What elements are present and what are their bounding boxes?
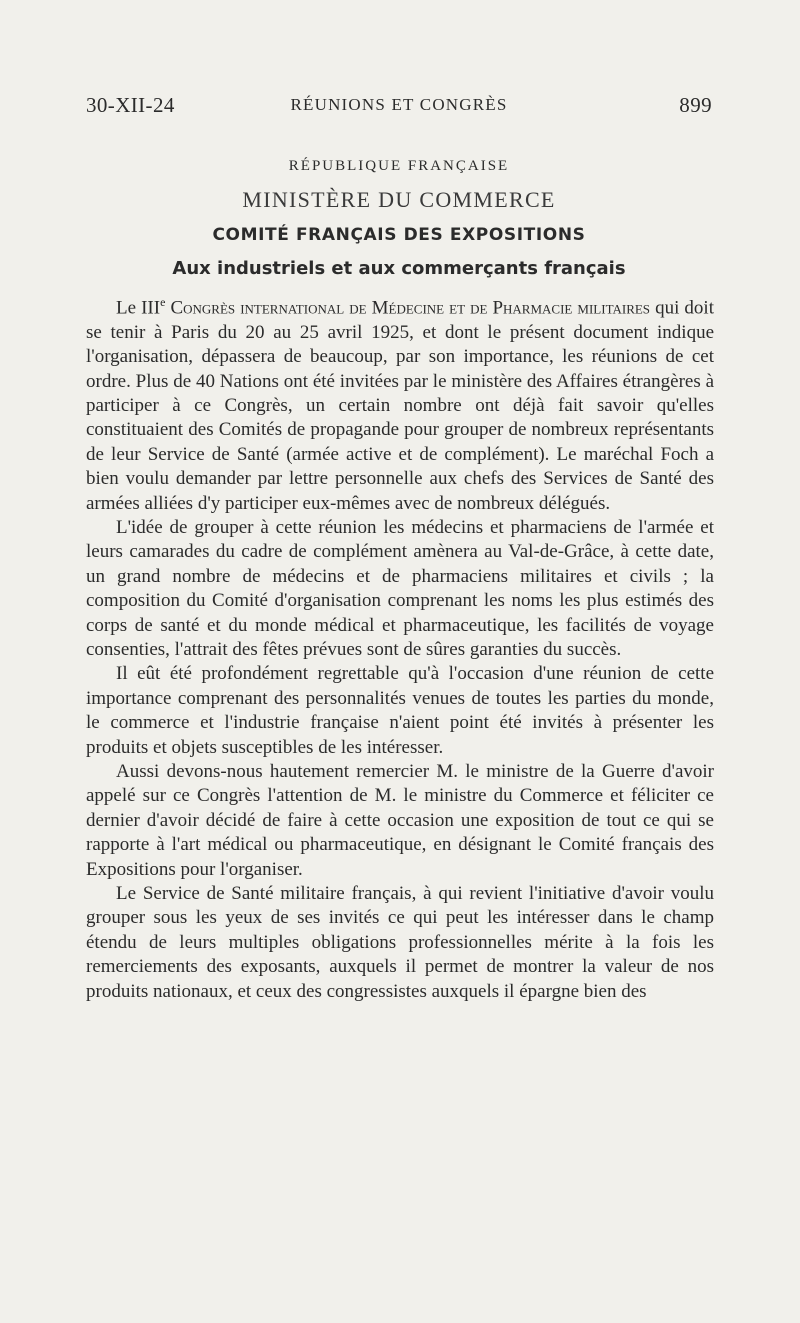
- paragraph-lead: Le III: [116, 297, 161, 319]
- heading-republique: RÉPUBLIQUE FRANÇAISE: [288, 158, 510, 174]
- paragraph: Il eût été profondément regrettable qu'à l'occasion d'une réunion de cette importance comprenant des personnalités venues de toutes les parties du monde, le commerce et l'industrie française n'aient point été invités à présenter les produits et objets susceptibles de les intéresser.: [86, 663, 714, 758]
- page-number: 899: [679, 93, 712, 117]
- heading-ministere: MINISTÈRE DU COMMERCE: [242, 187, 556, 212]
- paragraph: [86, 290, 714, 516]
- header-section: RÉUNIONS ET CONGRÈS: [290, 95, 508, 114]
- paragraph: Aussi devons-nous hautement remercier M. le ministre de la Guerre d'avoir appelé sur ce Congrès l'attention de M. le ministre du Commerce et féliciter ce dernier d'avoir décidé de faire à cette occasion une exposition de tout ce qui se rapporte à l'art médical ou pharmaceutique, en désignant le Comité français des Expositions pour l'organiser.: [86, 761, 714, 880]
- body-text: [86, 290, 714, 1004]
- paragraph: Le Service de Santé militaire français, à qui revient l'initiative d'avoir voulu grouper sous les yeux de ses invités ce qui peut les intéresser dans le champ étendu de leurs multiples obligations professionnelles mérite à la fois les remerciements des exposants, auxquels il permet de montrer la valeur de nos produits nationaux, et ceux des congressistes auxquels il épargne bien des: [86, 883, 714, 1002]
- notice-headings: [86, 155, 712, 283]
- paragraph-text: qui doit se tenir à Paris du 20 au 25 avril 1925, et dont le présent document indique l'organisation, dépassera de beaucoup, par son importance, les réunions de cet ordre. Plus de 40 Nations ont été invitées par le ministère des Affaires étrangères à participer à ce Congrès, un certain nombre ont déjà fait savoir qu'elles constituaient des Comités de propagande pour grouper de nombreux représentants de leur Service de Santé (armée active et de complément). Le maréchal Foch a bien voulu demander par lettre personnelle aux chefs des Services de Santé des armées alliées d'y participer eux-mêmes avec de nombreux délégués.: [86, 297, 714, 514]
- header-date: 30-XII-24: [86, 93, 175, 117]
- congress-name: Congrès international de Médecine et de Pharmacie militaires: [165, 297, 651, 319]
- heading-aux-industriels: Aux industriels et aux commerçants français: [172, 258, 626, 279]
- ordinal-superscript: e: [160, 295, 166, 309]
- paragraph: L'idée de grouper à cette réunion les médecins et pharmaciens de l'armée et leurs camarades du cadre de complément amènera au Val-de-Grâce, à cette date, un grand nombre de médecins et de pharmaciens militaires et civils ; la composition du Comité d'organisation comprenant les noms les plus estimés des corps de santé et du monde médical et pharmaceutique, les facilités de voyage consenties, l'attrait des fêtes prévues sont de sûres garanties du succès.: [86, 516, 714, 661]
- heading-comite: COMITÉ FRANÇAIS DES EXPOSITIONS: [212, 225, 586, 245]
- running-head: [86, 93, 712, 123]
